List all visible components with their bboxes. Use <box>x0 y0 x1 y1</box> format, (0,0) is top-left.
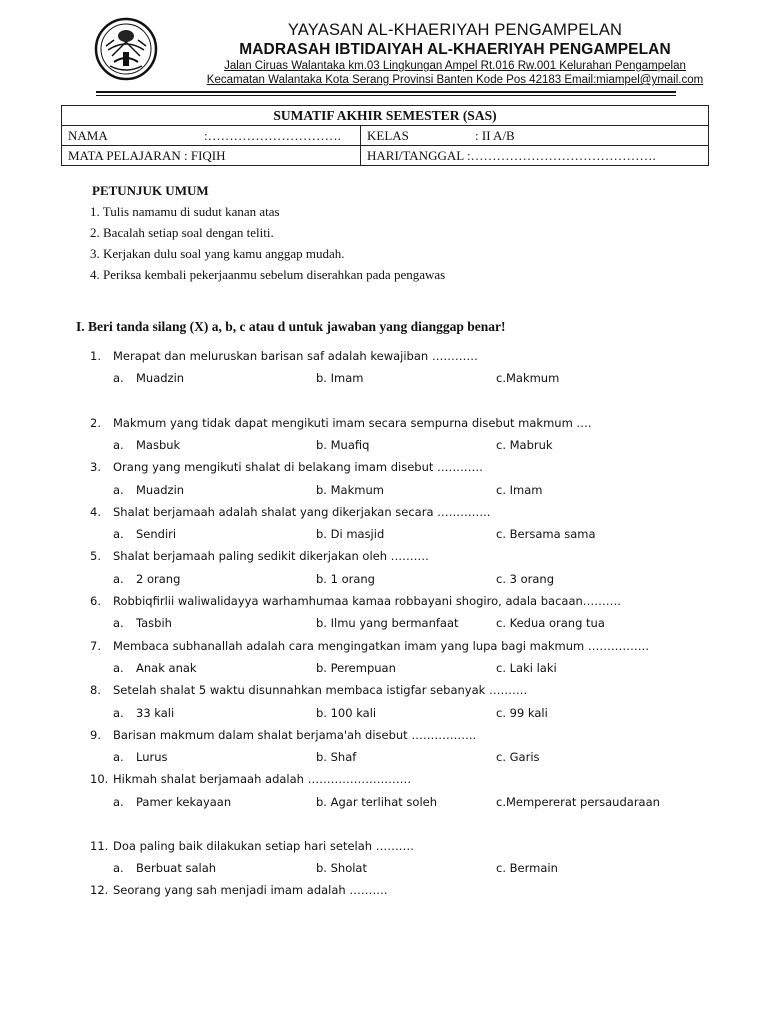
option-prefix: a. <box>113 483 124 497</box>
question-number: 2. <box>90 416 101 430</box>
option-a[interactable] <box>113 861 216 875</box>
option-a[interactable] <box>113 795 231 809</box>
section-heading: I. Beri tanda silang (X) a, b, c atau d untuk jawaban yang dianggap benar! <box>76 319 506 334</box>
subject-value: : FIQIH <box>183 147 226 163</box>
school-address: Jalan Ciruas Walantaka km.03 Lingkungan Ampel Rt.016 Rw.001 Kelurahan Pengampelan <box>224 60 686 72</box>
school-address-2: Kecamatan Walantaka Kota Serang Provinsi Banten Kode Pos 42183 Email:miampel@ymail.com <box>206 74 704 86</box>
school-name: MADRASAH IBTIDAIYAH AL-KHAERIYAH PENGAMPELAN <box>239 41 671 58</box>
instruction-item: 1. Tulis namamu di sudut kanan atas <box>90 204 280 219</box>
question <box>90 594 621 608</box>
question-number: 9. <box>90 728 101 742</box>
option-text: 33 kali <box>136 706 175 720</box>
question-number: 5. <box>90 549 101 563</box>
question-text: Orang yang mengikuti shalat di belakang imam disebut ………… <box>113 460 484 474</box>
question-text: Seorang yang sah menjadi imam adalah ………. <box>113 883 388 897</box>
question-number: 6. <box>90 594 101 608</box>
option-prefix: a. <box>113 438 124 452</box>
question-number: 3. <box>90 460 101 474</box>
question-number: 1. <box>90 349 101 363</box>
option-b[interactable]: b. Imam <box>316 371 364 385</box>
option-b[interactable]: b. Agar terlihat soleh <box>316 795 437 809</box>
class-cell <box>361 126 709 146</box>
question-number: 12. <box>90 883 109 897</box>
question <box>90 728 476 742</box>
option-prefix: a. <box>113 750 124 764</box>
option-b[interactable]: b. Sholat <box>316 861 367 875</box>
question-number: 4. <box>90 505 101 519</box>
option-text: Pamer kekayaan <box>136 795 232 809</box>
option-a[interactable] <box>113 483 184 497</box>
question-text: Hikmah shalat berjamaah adalah ……………………… <box>113 772 412 786</box>
name-cell <box>62 126 361 146</box>
option-b[interactable]: b. 1 orang <box>316 572 375 586</box>
option-prefix: a. <box>113 371 124 385</box>
date-label: HARI/TANGGAL <box>367 147 464 163</box>
option-text: Anak anak <box>136 661 197 675</box>
option-prefix: a. <box>113 527 124 541</box>
question-number: 8. <box>90 683 101 697</box>
option-text: Berbuat salah <box>136 861 217 875</box>
option-c[interactable]: c. Garis <box>496 750 540 764</box>
option-c[interactable]: c. 99 kali <box>496 706 548 720</box>
date-cell <box>361 146 709 166</box>
option-text: Muadzin <box>136 483 185 497</box>
question-text: Makmum yang tidak dapat mengikuti imam secara sempurna disebut makmum …. <box>113 416 592 430</box>
option-c[interactable]: c.Mempererat persaudaraan <box>496 795 660 809</box>
option-text: Tasbih <box>136 616 172 630</box>
name-field[interactable]: :…………………………. <box>204 127 341 143</box>
option-a[interactable] <box>113 572 180 586</box>
question-text: Doa paling baik dilakukan setiap hari setelah ………. <box>113 839 414 853</box>
instruction-item: 4. Periksa kembali pekerjaanmu sebelum diserahkan pada pengawas <box>90 267 446 282</box>
question <box>90 549 429 563</box>
question <box>90 416 592 430</box>
option-prefix: a. <box>113 661 124 675</box>
school-logo <box>94 16 158 82</box>
question <box>90 839 414 853</box>
question <box>90 683 527 697</box>
question-text: Barisan makmum dalam shalat berjama'ah disebut …………….. <box>113 728 477 742</box>
option-a[interactable] <box>113 371 184 385</box>
question <box>90 349 478 363</box>
option-c[interactable]: c. Bermain <box>496 861 558 875</box>
question-number: 10. <box>90 772 109 786</box>
option-b[interactable]: b. Muafiq <box>316 438 370 452</box>
option-b[interactable]: b. Di masjid <box>316 527 385 541</box>
option-prefix: a. <box>113 861 124 875</box>
option-b[interactable]: b. Shaf <box>316 750 357 764</box>
option-c[interactable]: c. Laki laki <box>496 661 557 675</box>
question <box>90 460 483 474</box>
question <box>90 772 411 786</box>
option-prefix: a. <box>113 572 124 586</box>
question-text: Shalat berjamaah adalah shalat yang dikerjakan secara ………….. <box>113 505 491 519</box>
option-b[interactable]: b. Perempuan <box>316 661 396 675</box>
question-text: Membaca subhanallah adalah cara mengingatkan imam yang lupa bagi makmum ……………. <box>113 639 650 653</box>
option-a[interactable] <box>113 750 168 764</box>
question-text: Robbiqfirlii waliwalidayya warhamhumaa kamaa robbayani shogiro, adala bacaan………. <box>113 594 621 608</box>
header-divider-thin <box>96 95 676 96</box>
instruction-item: 3. Kerjakan dulu soal yang kamu anggap mudah. <box>90 246 345 261</box>
date-field[interactable]: :……………………………………. <box>466 147 656 163</box>
question-number: 7. <box>90 639 101 653</box>
class-label: KELAS <box>367 127 409 143</box>
option-prefix: a. <box>113 706 124 720</box>
question <box>90 883 388 897</box>
foundation-name: YAYASAN AL-KHAERIYAH PENGAMPELAN <box>287 21 623 39</box>
instruction-item: 2. Bacalah setiap soal dengan teliti. <box>90 225 274 240</box>
option-c[interactable]: c. Bersama sama <box>496 527 596 541</box>
option-text: Lurus <box>136 750 168 764</box>
question-text: Shalat berjamaah paling sedikit dikerjakan oleh ………. <box>113 549 429 563</box>
option-c[interactable]: c. Imam <box>496 483 543 497</box>
header-divider <box>96 91 676 93</box>
option-b[interactable]: b. Makmum <box>316 483 384 497</box>
class-value: : II A/B <box>475 127 515 143</box>
option-c[interactable]: c. Mabruk <box>496 438 553 452</box>
option-c[interactable]: c. Kedua orang tua <box>496 616 605 630</box>
option-a[interactable] <box>113 527 176 541</box>
option-text: Masbuk <box>136 438 181 452</box>
option-c[interactable]: c. 3 orang <box>496 572 555 586</box>
option-text: 2 orang <box>136 572 181 586</box>
subject-cell <box>62 146 361 166</box>
question-text: Merapat dan meluruskan barisan saf adalah kewajiban ………… <box>113 349 478 363</box>
option-prefix: a. <box>113 795 124 809</box>
question <box>90 505 490 519</box>
question-text: Setelah shalat 5 waktu disunnahkan membaca istigfar sebanyak ………. <box>113 683 528 697</box>
subject-label: MATA PELAJARAN <box>68 147 181 163</box>
instructions-heading: PETUNJUK UMUM <box>92 183 209 198</box>
option-c[interactable]: c.Makmum <box>496 371 560 385</box>
name-label: NAMA <box>68 127 108 143</box>
option-a[interactable] <box>113 438 180 452</box>
option-text: Sendiri <box>136 527 177 541</box>
exam-info-table <box>61 105 709 166</box>
option-b[interactable]: b. Ilmu yang bermanfaat <box>316 616 459 630</box>
question <box>90 639 649 653</box>
option-text: Muadzin <box>136 371 185 385</box>
option-a[interactable] <box>113 706 174 720</box>
option-a[interactable] <box>113 616 172 630</box>
exam-title: SUMATIF AKHIR SEMESTER (SAS) <box>62 106 709 126</box>
option-b[interactable]: b. 100 kali <box>316 706 377 720</box>
option-prefix: a. <box>113 616 124 630</box>
option-a[interactable] <box>113 661 197 675</box>
question-number: 11. <box>90 839 109 853</box>
